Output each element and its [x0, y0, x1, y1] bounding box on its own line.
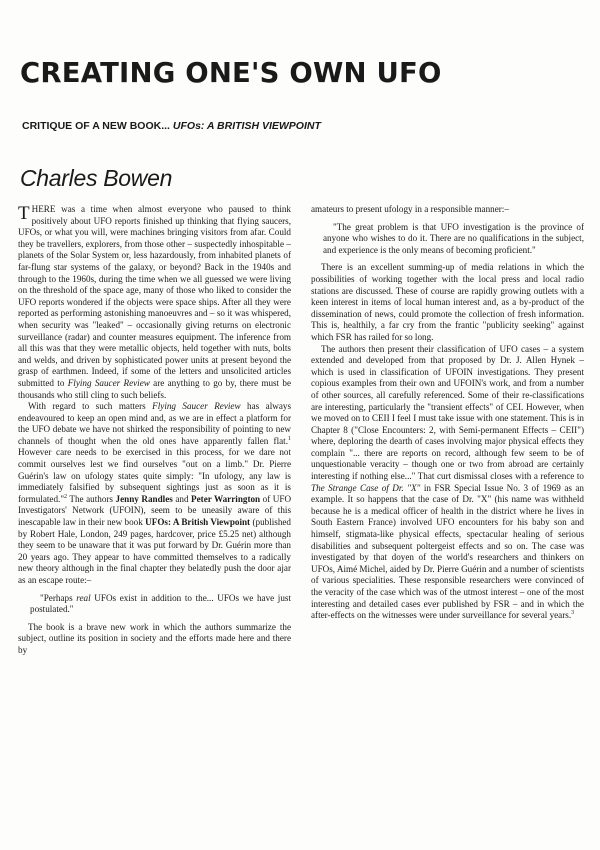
author-name-2: Peter Warrington: [191, 493, 261, 504]
quote-1-emphasis: real: [76, 592, 91, 603]
quote-block-2: "The great problem is that UFO investigation is the province of anyone who wishes to do it. There are no qualifications in the subject, and experience is the only means of becoming proficient.": [323, 221, 584, 255]
magazine-name: Flying Saucer Review: [152, 401, 241, 412]
drop-cap: T: [18, 203, 30, 224]
subtitle-book-title: UFOs: A BRITISH VIEWPOINT: [172, 120, 321, 132]
paragraph-5: There is an excellent summing-up of media relations in which the possibilities of working together with the local press and local radio stations are discussed. These of course are rapidly growing outlets with a keen interest in items of local human interest and, as a by-product of the dissemination of news, could promote the collection of fresh information. This is, healthily, a far cry from the frantic "publicity seeking" against which FSR has railed for so long.: [311, 262, 584, 342]
paragraph-6: [311, 344, 584, 622]
paragraph-1-text: HERE was a time when almost everyone who paused to think positively about UFO reports finished up thinking that flying saucers, UFOs, or what you will, were machines bringing visitors from afar. Could they be travellers, explorers, from those other – suspectedly inhospitable – planets of the Solar System or, less hazardously, from inhabited planets of far-flung star systems of the galaxy, or beyond? Back in the 1940s and through to the 1960s, during the time when we all guessed we were living on the threshold of the space age, many of those who liked to consider the UFO reports wondered if the objects were space ships. After all they were reported as performing astonishing manoeuvres and – so it was whispered, when security was "leaked" – occasionally giving returns on electronic surveillance (radar) and counter measures equipment. The inference from all this was that they were metallic objects, held together with nuts, bolts and welds, and driven by sophisticated power units at present beyond the grasp of earthmen. Indeed, if some of the letters and unsolicited articles submitted to: [18, 204, 291, 388]
author-byline: Charles Bowen: [20, 165, 173, 191]
paragraph-2-f: (published by Robert Hale, London, 249 pages, hardcover, price £5.25 net) although they seem to be unaware that it was put forward by Dr. Guérin more than 20 years ago. They appear to have committed themselves to a radically new theory although in the final chapter they belatedly push the door ajar as an escape route:–: [18, 517, 291, 585]
paragraph-1-end: are anything to go by, there must be thousands who still cling to such beliefs.: [18, 377, 292, 400]
footnote-ref-2: 2: [64, 493, 68, 500]
right-column: [311, 204, 584, 622]
quote-1-a: "Perhaps: [40, 592, 73, 603]
footnote-ref-1: 1: [288, 435, 291, 442]
article-subtitle: [22, 120, 582, 132]
magazine-name: Flying Saucer Review: [67, 377, 150, 388]
paragraph-6-a: The authors then present their classification of UFO cases – a system extended and developed from that proposed by Dr. J. Allen Hynek – which is used in classification of UFOIN investigations. They present copious examples from their own and UFOIN's work, and from a number of other sources, all carefully referenced. Some of their re-classifications are interesting, particularly the "transient effects" of CEI. However, when we moved on to CEII I feel I must take issue with one statement. This is in Chapter 8 ("Close Encounters: 2, with Semi-permanent Effects – CEII") where, deploring the dearth of cases involving major physical effects they complain "... there are reports on record, although few seem to be of unquestionable veracity – though one or two from abroad are certainly interesting if nothing else..." That curt dismissal closes with a reference to: [311, 343, 584, 482]
paragraph-2-c: However care needs to be exercised in this process, for we dare not commit ourselves lest we find ourselves "out on a limb." Dr. Pierre Guérin's law on ufology states quite simply: "In ufology, any law is immediately falsified by subsequent sightings just as soon as it is formulated.": [18, 447, 291, 504]
paragraph-2: [18, 401, 291, 587]
article-title: CREATING ONE'S OWN UFO: [20, 57, 442, 89]
footnote-ref-3: 3: [571, 610, 575, 617]
paragraph-2-a: With regard to such matters: [28, 401, 146, 412]
left-column: [18, 204, 291, 657]
referenced-article-title: The Strange Case of Dr. "X": [311, 482, 421, 493]
conjunction: and: [175, 493, 189, 504]
paragraph-1: [18, 204, 291, 401]
paragraph-6-b: in FSR Special Issue No. 3 of 1969 as an example. It so happens that the case of Dr. "X" (his name was withheld because he is a medical officer of health in the district where he lives in South Eastern France) involved UFO encounters for his baby son and himself, stigmata-like physical effects, spectacular healing of serious disabilities and subsequent poltergeist effects and so on. The case was investigated by that doyen of the world's researchers and thinkers on UFOs, Aimé Michel, aided by Dr. Pierre Guérin and a number of scientists of various specialities. These responsible researchers were convinced of the veracity of the case which was of the utmost interest – one of the most interesting and detailed cases ever published by FSR – and in which the after-effects on the witnesses were under surveillance for several years.: [311, 482, 584, 621]
quote-block-1: [30, 593, 291, 616]
paragraph-3: The book is a brave new work in which the authors summarize the subject, outline its position in society and the efforts made here and there by: [18, 621, 291, 655]
paragraph-4: amateurs to present ufology in a responsible manner:–: [311, 204, 509, 214]
paragraph-2-e: of UFO Investigators' Network (UFOIN), seem to be uneasily aware of this inescapable law in their new book: [18, 493, 292, 528]
quote-1-b: UFOs exist in addition to the... UFOs we have just postulated.": [30, 592, 291, 615]
subtitle-lead: CRITIQUE OF A NEW BOOK...: [22, 120, 170, 132]
paragraph-2-d: The authors: [69, 493, 113, 504]
paragraph-2-b: has always endeavoured to keep an open mind and, as we are in effect a platform for the UFO debate we have not shirked the responsibility of pointing to new channels of thought when the old ones have apparently fallen flat.: [18, 401, 292, 446]
book-title: UFOs: A British Viewpoint: [145, 517, 251, 528]
author-name-1: Jenny Randles: [115, 493, 173, 504]
